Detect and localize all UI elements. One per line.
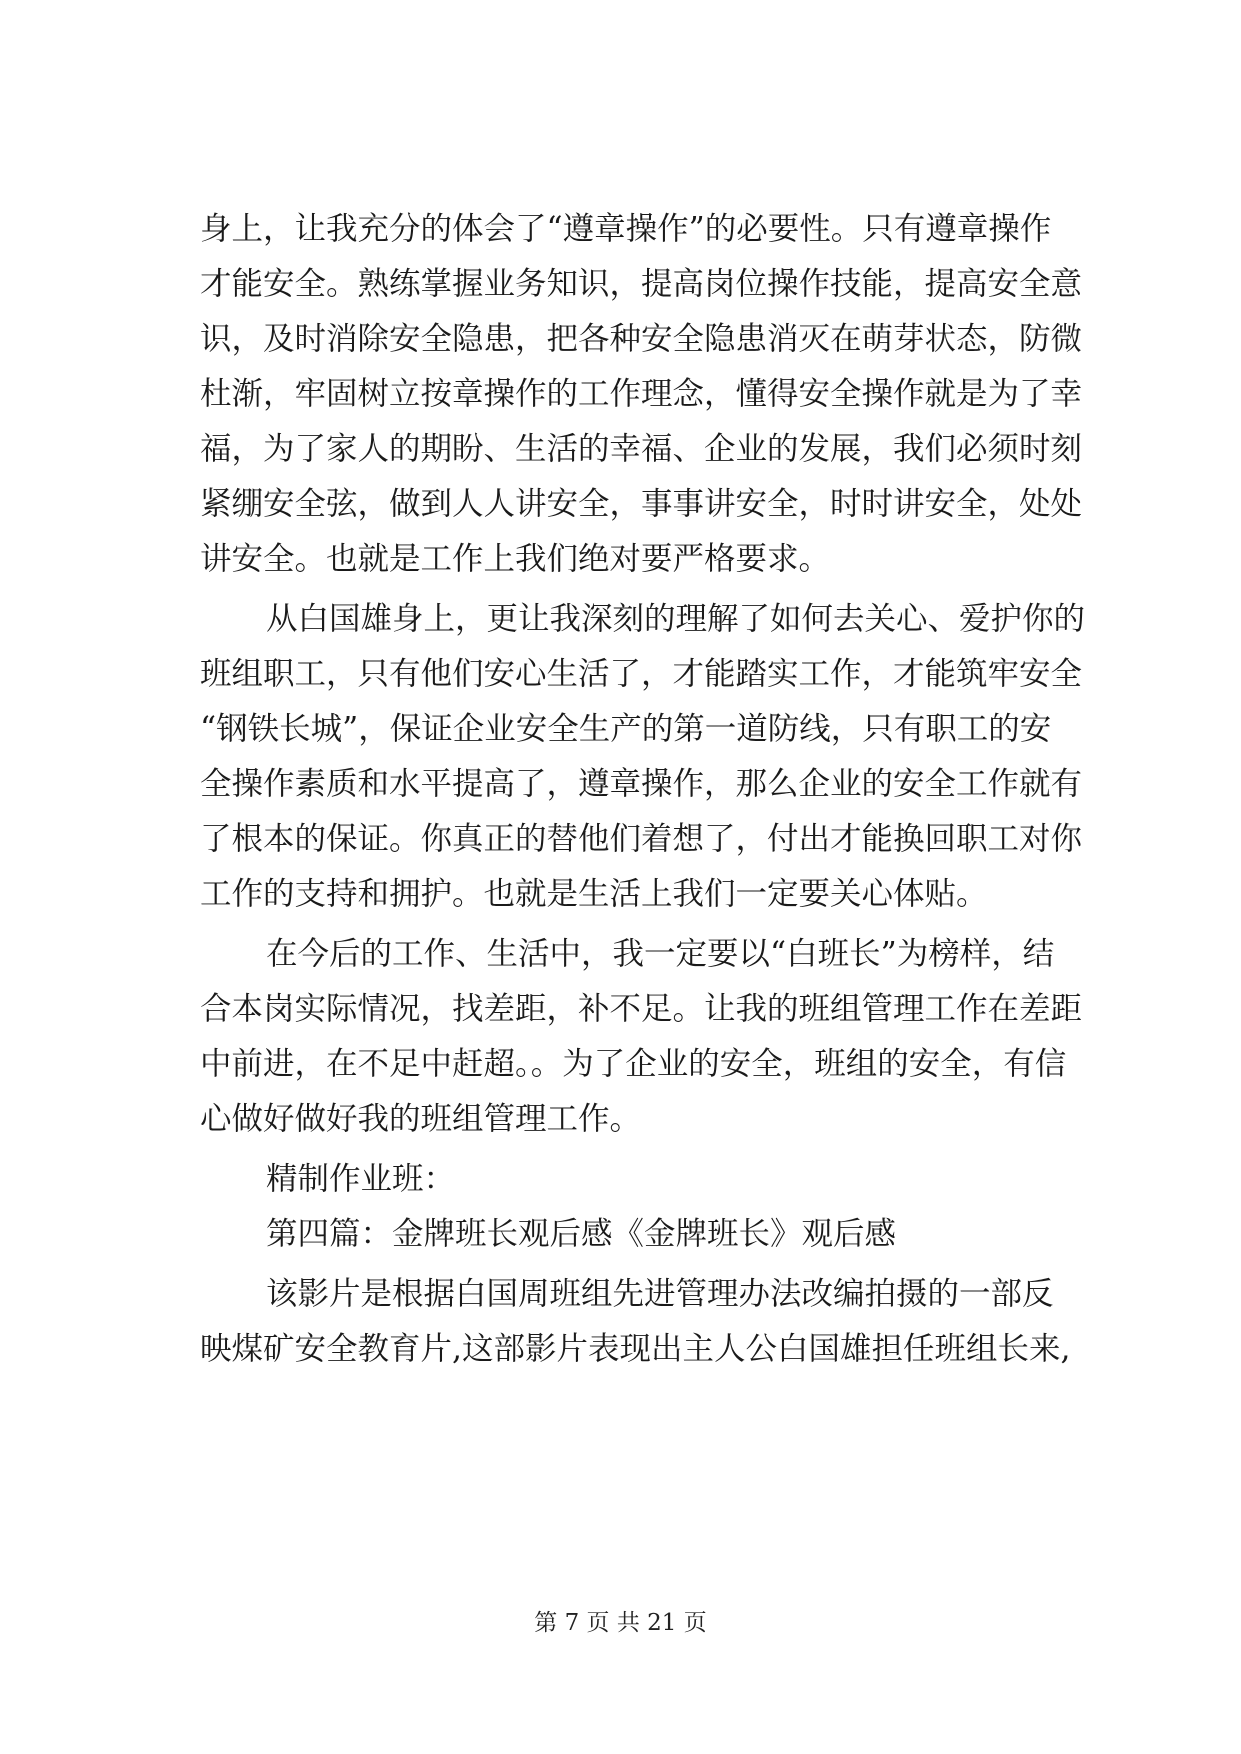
text-line: 映煤矿安全教育片,这部影片表现出主人公白国雄担任班组长来,: [200, 1331, 1071, 1367]
text-line: 紧绷安全弦，做到人人讲安全，事事讲安全，时时讲安全，处处: [200, 486, 1083, 522]
text-line: 了根本的保证。你真正的替他们着想了，付出才能换回职工对你: [200, 821, 1083, 857]
section-label: 精制作业班：: [266, 1161, 456, 1197]
text-line: “钢铁长城”，保证企业安全生产的第一道防线，只有职工的安: [200, 711, 1052, 747]
page-number-footer: 第 7 页 共 21 页: [534, 1610, 707, 1636]
text-line: 心做好做好我的班组管理工作。: [200, 1101, 642, 1137]
text-line: 中前进，在不足中赶超。。为了企业的安全，班组的安全，有信: [200, 1046, 1067, 1082]
text-line: 杜渐，牢固树立按章操作的工作理念，懂得安全操作就是为了幸: [200, 376, 1083, 412]
text-line: 班组职工，只有他们安心生活了，才能踏实工作，才能筑牢安全: [200, 656, 1083, 692]
text-line: 工作的支持和拥护。也就是生活上我们一定要关心体贴。: [200, 876, 988, 912]
text-line: 身上，让我充分的体会了“遵章操作”的必要性。只有遵章操作: [200, 211, 1052, 247]
text-line: 才能安全。熟练掌握业务知识，提高岗位操作技能，提高安全意: [200, 266, 1083, 302]
text-line: 从白国雄身上，更让我深刻的理解了如何去关心、爱护你的: [266, 601, 1086, 637]
text-line: 在今后的工作、生活中，我一定要以“白班长”为榜样，结: [266, 936, 1055, 972]
text-line: 该影片是根据白国周班组先进管理办法改编拍摄的一部反: [266, 1276, 1054, 1312]
section-heading: 第四篇：金牌班长观后感《金牌班长》观后感: [266, 1216, 897, 1252]
text-line: 福，为了家人的期盼、生活的幸福、企业的发展，我们必须时刻: [200, 431, 1083, 467]
text-line: 合本岗实际情况，找差距，补不足。让我的班组管理工作在差距: [200, 991, 1083, 1027]
text-line: 识，及时消除安全隐患，把各种安全隐患消灭在萌芽状态，防微: [200, 321, 1083, 357]
text-line: 讲安全。也就是工作上我们绝对要严格要求。: [200, 541, 831, 577]
text-line: 全操作素质和水平提高了，遵章操作，那么企业的安全工作就有: [200, 766, 1083, 802]
